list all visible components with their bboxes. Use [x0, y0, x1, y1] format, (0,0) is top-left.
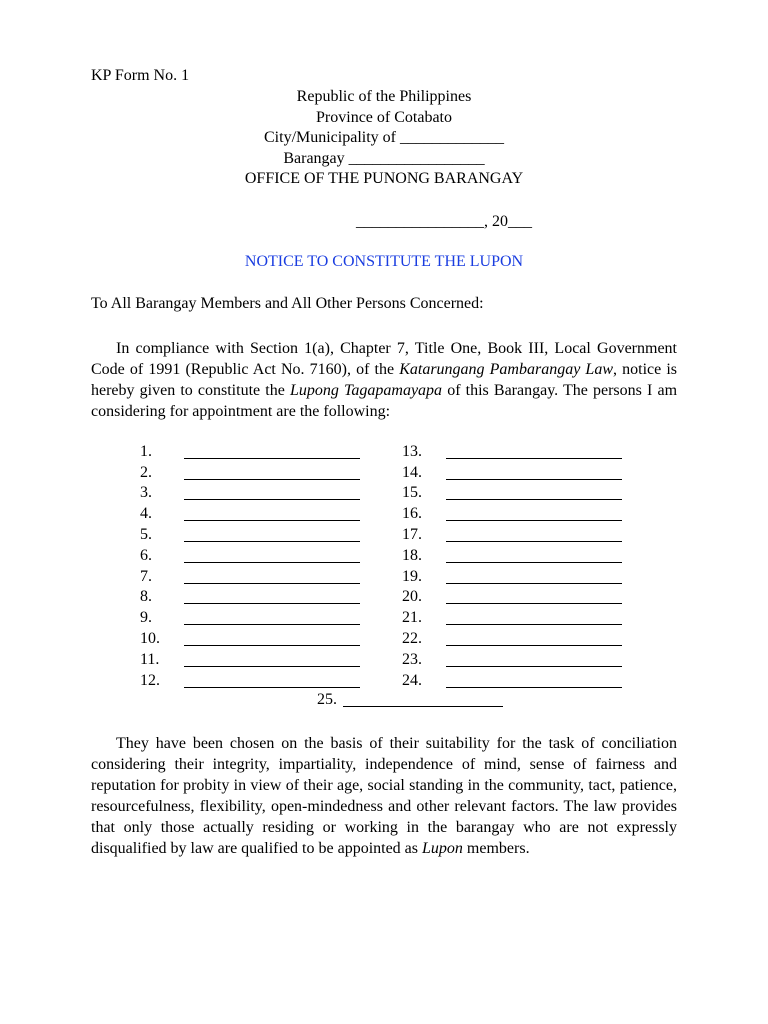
appointee-name-blank[interactable]	[446, 548, 622, 563]
appointee-name-blank[interactable]	[446, 506, 622, 521]
header-province: Province of Cotabato	[316, 108, 452, 126]
appointee-name-blank[interactable]	[184, 652, 360, 667]
appointee-number: 25.	[317, 691, 337, 708]
appointee-number: 1.	[140, 442, 152, 460]
header-republic: Republic of the Philippines	[296, 88, 472, 105]
appointee-row	[402, 627, 622, 648]
appointee-number: 20.	[402, 588, 422, 606]
header-barangay: Barangay _________________	[283, 149, 485, 167]
appointee-number: 18.	[402, 546, 422, 564]
appointee-number: 9.	[140, 609, 152, 627]
appointee-row	[317, 691, 503, 709]
appointee-row	[402, 606, 622, 627]
appointee-name-blank[interactable]	[446, 465, 622, 480]
appointee-name-blank[interactable]	[184, 548, 360, 563]
paragraph-text: of this Barangay. The persons I am considering for appointment are the following:	[91, 382, 678, 420]
appointee-number: 14.	[402, 463, 422, 481]
law-name: Katarungang Pambarangay Law	[399, 361, 614, 378]
appointee-row	[402, 669, 622, 690]
appointee-number: 12.	[140, 671, 160, 689]
appointee-name-blank[interactable]	[184, 589, 360, 604]
header-city-municipality: City/Municipality of _____________	[264, 129, 504, 146]
appointee-row	[402, 440, 622, 461]
appointee-name-blank[interactable]	[184, 506, 360, 521]
appointee-number: 15.	[402, 484, 422, 502]
appointee-name-blank[interactable]	[343, 692, 503, 707]
salutation: To All Barangay Members and All Other Persons Concerned:	[91, 295, 484, 312]
notice-title: NOTICE TO CONSTITUTE THE LUPON	[244, 253, 524, 270]
appointee-name-blank[interactable]	[184, 527, 360, 542]
appointee-row	[140, 461, 360, 482]
appointee-number: 8.	[140, 588, 152, 606]
appointee-number: 7.	[140, 567, 152, 585]
appointee-name-blank[interactable]	[446, 569, 622, 584]
appointee-row	[402, 544, 622, 565]
paragraph-text: , notice is hereby given to constitute the	[91, 361, 678, 399]
appointee-name-blank[interactable]	[446, 527, 622, 542]
appointee-row	[140, 440, 360, 461]
appointee-row	[140, 502, 360, 523]
appointee-name-blank[interactable]	[446, 485, 622, 500]
appointee-name-blank[interactable]	[184, 444, 360, 459]
appointee-row	[402, 482, 622, 503]
appointee-row	[402, 502, 622, 523]
appointee-name-blank[interactable]	[446, 444, 622, 459]
appointee-name-blank[interactable]	[184, 631, 360, 646]
appointee-row	[402, 461, 622, 482]
appointee-name-blank[interactable]	[184, 673, 360, 688]
compliance-paragraph	[91, 338, 677, 422]
appointee-row	[140, 669, 360, 690]
appointee-name-blank[interactable]	[446, 589, 622, 604]
appointee-number: 4.	[140, 505, 152, 523]
letterhead	[0, 87, 768, 190]
lupon-name: Lupong Tagapamayapa	[289, 382, 443, 399]
appointee-name-blank[interactable]	[184, 610, 360, 625]
appointee-row	[140, 544, 360, 565]
header-office: OFFICE OF THE PUNONG BARANGAY	[244, 170, 524, 187]
appointee-number: 21.	[402, 609, 422, 627]
paragraph-text: They have been chosen on the basis of their suitability for the task of conciliation considering their integrity, impartiality, independence of mind, sense of fairness and reputation for probity in view of their age, social standing in the community, tact, patience, resourcefulness, flexibility, open-mindedness and other relevant factors. The law provides that only those actually residing or working in the barangay who are not expressly disqualified by law are qualified to be appointed as	[91, 735, 677, 857]
appointee-row	[140, 627, 360, 648]
appointee-name-blank[interactable]	[446, 652, 622, 667]
appointee-number: 6.	[140, 546, 152, 564]
appointee-row	[402, 523, 622, 544]
appointee-name-blank[interactable]	[446, 631, 622, 646]
appointee-row	[140, 606, 360, 627]
appointee-number: 19.	[402, 567, 422, 585]
appointee-number: 5.	[140, 525, 152, 543]
appointee-number: 16.	[402, 505, 422, 523]
appointee-number: 2.	[140, 463, 152, 481]
appointee-row	[402, 586, 622, 607]
appointee-row	[140, 482, 360, 503]
appointee-name-blank[interactable]	[184, 485, 360, 500]
appointee-name-blank[interactable]	[446, 610, 622, 625]
appointee-row	[402, 648, 622, 669]
appointee-number: 24.	[402, 671, 422, 689]
appointee-number: 23.	[402, 650, 422, 668]
appointee-row	[140, 648, 360, 669]
appointee-row	[140, 565, 360, 586]
paragraph-text: In compliance with Section 1(a), Chapter 7, Title One, Book III, Local Government Code of 1991 (Republic Act No. 7160), of the	[91, 340, 677, 378]
lupon-term: Lupon	[422, 840, 463, 857]
appointee-number: 3.	[140, 484, 152, 502]
form-number: KP Form No. 1	[91, 67, 190, 84]
paragraph-text: members.	[462, 840, 530, 857]
appointee-row	[140, 586, 360, 607]
appointee-number: 17.	[402, 525, 422, 543]
appointee-number: 11.	[140, 650, 160, 668]
appointee-list-left	[140, 440, 360, 690]
appointee-row	[140, 523, 360, 544]
appointee-number: 22.	[402, 629, 422, 647]
appointee-number: 13.	[402, 442, 422, 460]
appointee-name-blank[interactable]	[184, 465, 360, 480]
appointee-name-blank[interactable]	[184, 569, 360, 584]
appointee-row	[402, 565, 622, 586]
appointee-list-right	[402, 440, 622, 690]
appointee-number: 10.	[140, 629, 160, 647]
date-line: ________________, 20___	[356, 213, 532, 230]
appointee-name-blank[interactable]	[446, 673, 622, 688]
selection-paragraph	[91, 733, 677, 859]
